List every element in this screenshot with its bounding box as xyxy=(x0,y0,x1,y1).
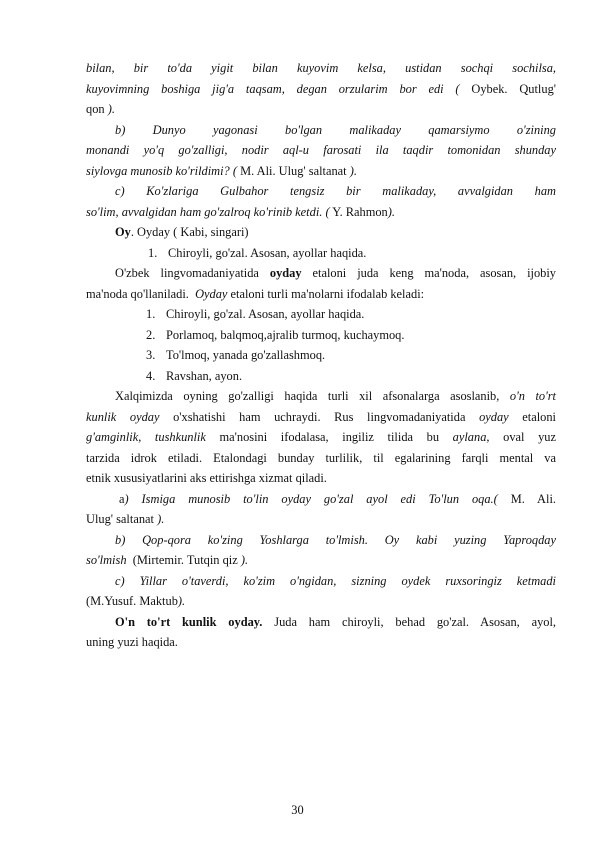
text: b) Qop-qora ko'zing Yoshlarga to'lmish. Oy kabi yuzing Yaproqday xyxy=(115,532,556,547)
term: aylana, xyxy=(452,430,490,444)
example-a-line xyxy=(86,489,556,510)
example-b-line xyxy=(86,530,556,551)
example-c-line xyxy=(86,571,556,592)
paragraph-line xyxy=(86,427,556,448)
text: etnik xususiyatlarini aks ettirishga xizmat qiladi. xyxy=(86,471,327,485)
list-number: 2. xyxy=(146,327,156,342)
example-a-line xyxy=(86,509,556,530)
text: Chiroyli, go'zal. Asosan, ayollar haqida. xyxy=(166,307,365,321)
text: To'lmoq, yanada go'zallashmoq. xyxy=(166,348,326,362)
text: . Oyday ( Kabi, singari) xyxy=(130,225,249,239)
text: bilan, bir to'da yigit bilan kuyovim kelsa, ustidan sochqi sochilsa, xyxy=(86,61,556,75)
text: Xalqimizda oyning go'zalligi haqida turli xil afsonalarga asoslanib, xyxy=(115,389,500,403)
paragraph-line xyxy=(86,612,556,633)
list-number: 3. xyxy=(146,348,156,362)
entry-heading xyxy=(86,222,556,243)
text: etaloni xyxy=(522,409,556,424)
list-number: 1. xyxy=(148,245,158,260)
paragraph-line xyxy=(86,79,556,100)
example-c-line xyxy=(86,181,556,202)
text: O'zbek lingvomadaniyatida xyxy=(115,266,259,280)
paragraph-line xyxy=(86,284,556,305)
text: ). xyxy=(107,102,115,116)
text: Porlamoq, balqmoq,ajralib turmoq, kuchaymoq. xyxy=(166,327,405,342)
example-c-line xyxy=(86,591,556,612)
text: so'lmish xyxy=(86,553,127,567)
paragraph-line xyxy=(86,263,556,284)
citation: (M.Yusuf. Maktub xyxy=(86,594,178,608)
text: Juda ham chiroyli, behad go'zal. Asosan, ayol, xyxy=(274,614,556,629)
citation: (Mirtemir. Tutqin qiz xyxy=(132,553,238,567)
list-item xyxy=(86,325,556,346)
citation: Y. Rahmon xyxy=(332,204,388,219)
text: ). xyxy=(240,553,249,567)
example-b-line xyxy=(86,550,556,571)
example-b-line xyxy=(86,161,556,182)
term: oyday xyxy=(479,409,509,424)
list-number: 4. xyxy=(146,368,156,383)
text: c) Ko'zlariga Gulbahor tengsiz bir malikaday, avvalgidan ham xyxy=(115,184,556,198)
citation: Ulug' saltanat xyxy=(86,512,154,526)
paragraph-line xyxy=(86,632,556,653)
text: etaloni turli ma'nolarni ifodalab keladi: xyxy=(230,286,425,301)
term: O'n to'rt kunlik oyday. xyxy=(115,614,263,629)
text: c) Yillar o'taverdi, ko'zim o'ngidan, sizning oydek ruxsoringiz ketmadi xyxy=(115,573,556,588)
paragraph-line xyxy=(86,58,556,79)
text: siylovga munosib ko'rildimi? ( xyxy=(86,163,237,178)
list-item xyxy=(86,366,556,387)
entry-term: Oy xyxy=(115,225,131,239)
term: oyday xyxy=(269,266,302,280)
citation: Oybek. Qutlug' xyxy=(471,81,556,96)
example-b-line xyxy=(86,120,556,141)
list-item xyxy=(86,243,556,264)
citation: M. Ali. Ulug' saltanat xyxy=(240,163,347,178)
paragraph-line xyxy=(86,386,556,407)
text: ma'nosini ifodalasa, ingiliz tilida bu xyxy=(219,430,440,444)
text: ). xyxy=(349,163,357,178)
example-c-line xyxy=(86,202,556,223)
list-number: 1. xyxy=(146,307,156,321)
text: a xyxy=(119,491,125,506)
paragraph-line xyxy=(86,407,556,428)
text: uning yuzi haqida. xyxy=(86,635,178,649)
text: b) Dunyo yagonasi bo'lgan malikaday qamarsiymo o'zining xyxy=(115,122,556,137)
text: kuyovimning boshiga jig'a taqsam, degan orzularim bor edi ( xyxy=(86,81,460,96)
example-b-line xyxy=(86,140,556,161)
paragraph-line xyxy=(86,468,556,489)
term: o'n to'rt xyxy=(509,389,556,403)
text: o'xshatishi ham uchraydi. Rus lingvomadaniyatida xyxy=(173,409,466,424)
citation: qon xyxy=(86,102,105,116)
page-number: 30 xyxy=(291,803,304,817)
text: Chiroyli, go'zal. Asosan, ayollar haqida. xyxy=(168,245,367,260)
term: Oyday xyxy=(195,286,228,301)
list-item xyxy=(86,345,556,366)
text: ma'noda qo'llaniladi. xyxy=(86,286,189,301)
text: so'lim, avvalgidan ham go'zalroq ko'rinib ketdi. ( xyxy=(86,204,330,219)
text: tarzida idrok etiladi. Etalondagi bunday turlilik, til egalarining farqli mental va xyxy=(86,450,556,465)
text: etaloni juda keng ma'noda, asosan, ijobiy xyxy=(312,266,556,280)
term: g'amginlik, tushkunlik xyxy=(86,430,206,444)
text: monandi yo'q go'zalligi, nodir aql-u farosati ila taqdir tomonidan shunday xyxy=(86,143,556,157)
text: ) Ismiga munosib to'lin oyday go'zal ayol edi To'lun oqa.( xyxy=(124,491,498,506)
text: Ravshan, ayon. xyxy=(166,368,243,383)
text: ). xyxy=(157,512,165,526)
citation: M. Ali. xyxy=(510,491,556,506)
text: oval yuz xyxy=(503,430,556,444)
term: kunlik oyday xyxy=(86,409,160,424)
document-page xyxy=(86,58,556,653)
text: ). xyxy=(387,204,395,219)
text: ). xyxy=(177,594,186,608)
paragraph-line xyxy=(86,99,556,120)
paragraph-line xyxy=(86,448,556,469)
list-item xyxy=(86,304,556,325)
